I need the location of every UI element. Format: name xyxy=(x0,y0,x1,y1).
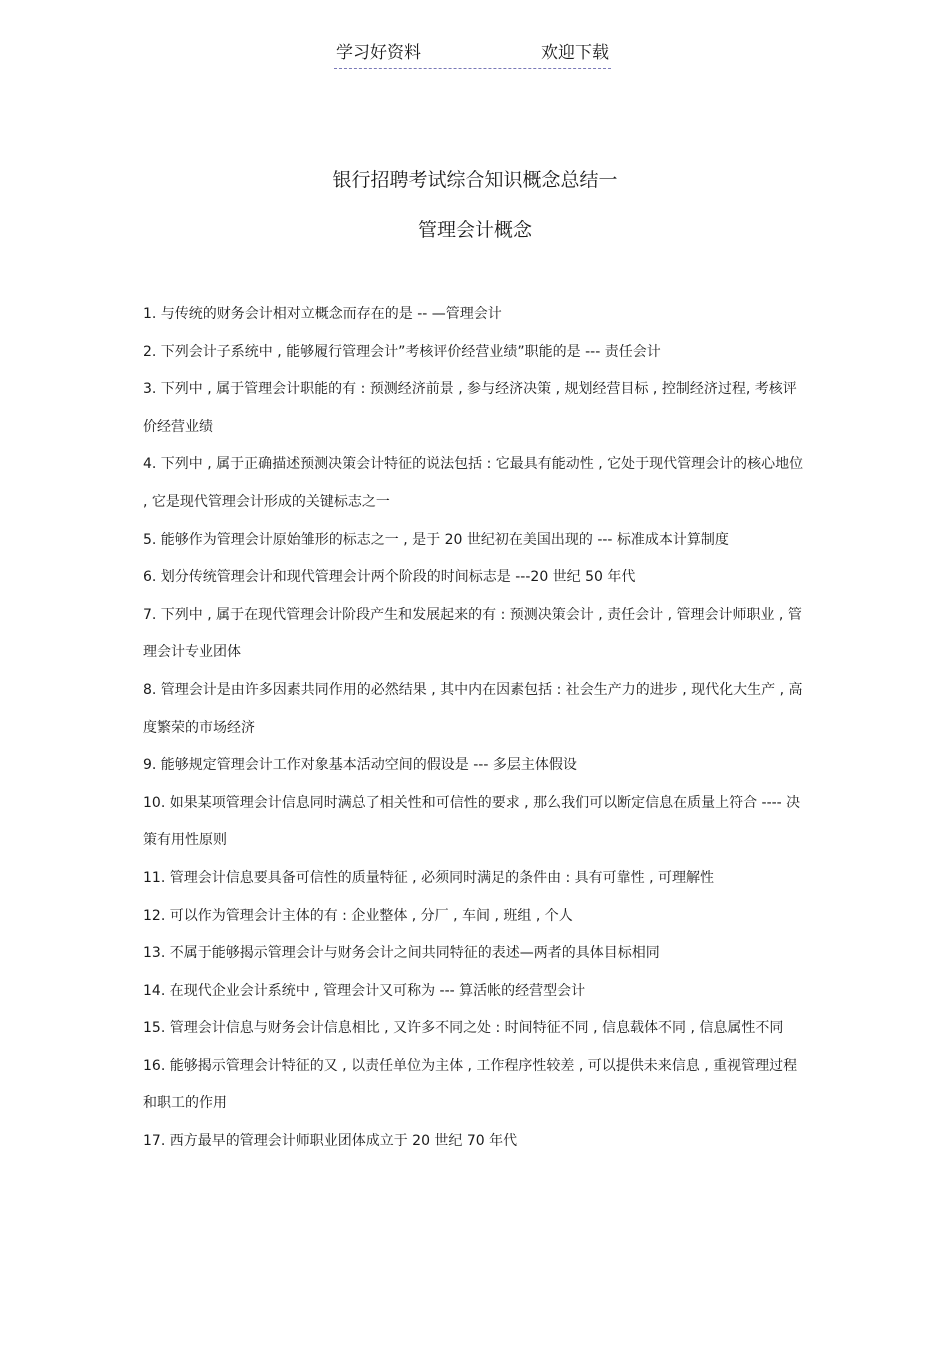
document-title: 银行招聘考试综合知识概念总结一 xyxy=(332,169,618,191)
page-header xyxy=(334,40,611,69)
list-item: 12. 可以作为管理会计主体的有 : 企业整体 , 分厂 , 车间 , 班组 , 个人 xyxy=(143,907,573,924)
header-right-text: 欢迎下载 xyxy=(541,43,609,63)
list-item: 7. 下列中 , 属于在现代管理会计阶段产生和发展起来的有 : 预测决策会计 , 责任会计 , 管理会计师职业 , 管理会计专业团体 xyxy=(143,606,802,661)
list-item: 2. 下列会计子系统中 , 能够履行管理会计”考核评价经营业绩”职能的是 --- 责任会计 xyxy=(143,343,661,360)
list-item: 6. 划分传统管理会计和现代管理会计两个阶段的时间标志是 ---20 世纪 50 年代 xyxy=(143,569,636,586)
list-item: 13. 不属于能够揭示管理会计与财务会计之间共同特征的表述—两者的具体目标相同 xyxy=(143,945,660,962)
list-item: 5. 能够作为管理会计原始雏形的标志之一 , 是于 20 世纪初在美国出现的 --- 标准成本计算制度 xyxy=(143,531,729,548)
list-item: 16. 能够揭示管理会计特征的又 , 以责任单位为主体 , 工作程序性较差 , 可以提供未来信息 , 重视管理过程和职工的作用 xyxy=(143,1057,798,1112)
list-item: 3. 下列中 , 属于管理会计职能的有 : 预测经济前景 , 参与经济决策 , 规划经营目标 , 控制经济过程, 考核评价经营业绩 xyxy=(143,381,797,435)
list-item: 10. 如果某项管理会计信息同时满总了相关性和可信性的要求 , 那么我们可以断定信息在质量上符合 ---- 决策有用性原则 xyxy=(143,794,801,849)
list-item: 9. 能够规定管理会计工作对象基本活动空间的假设是 --- 多层主体假设 xyxy=(143,757,577,774)
list-item: 14. 在现代企业会计系统中 , 管理会计又可称为 --- 算活帐的经营型会计 xyxy=(143,982,586,999)
document-subtitle: 管理会计概念 xyxy=(417,219,532,241)
list-item: 4. 下列中 , 属于正确描述预测决策会计特征的说法包括 : 它最具有能动性 , 它处于现代管理会计的核心地位 , 它是现代管理会计形成的关键标志之一 xyxy=(143,456,804,510)
list-item: 15. 管理会计信息与财务会计信息相比 , 又许多不同之处 : 时间特征不同 , 信息载体不同 , 信息属性不同 xyxy=(143,1020,784,1037)
header-left-text: 学习好资料 xyxy=(336,43,421,63)
list-item: 8. 管理会计是由许多因素共同作用的必然结果 , 其中内在因素包括 : 社会生产力的进步 , 现代化大生产 , 高度繁荣的市场经济 xyxy=(143,681,803,736)
question-list xyxy=(143,296,808,1161)
list-item: 11. 管理会计信息要具备可信性的质量特征 , 必须同时满足的条件由 : 具有可靠性 , 可理解性 xyxy=(143,869,715,886)
list-item: 17. 西方最早的管理会计师职业团体成立于 20 世纪 70 年代 xyxy=(143,1133,518,1150)
list-item: 1. 与传统的财务会计相对立概念而存在的是 -- —管理会计 xyxy=(143,306,502,322)
